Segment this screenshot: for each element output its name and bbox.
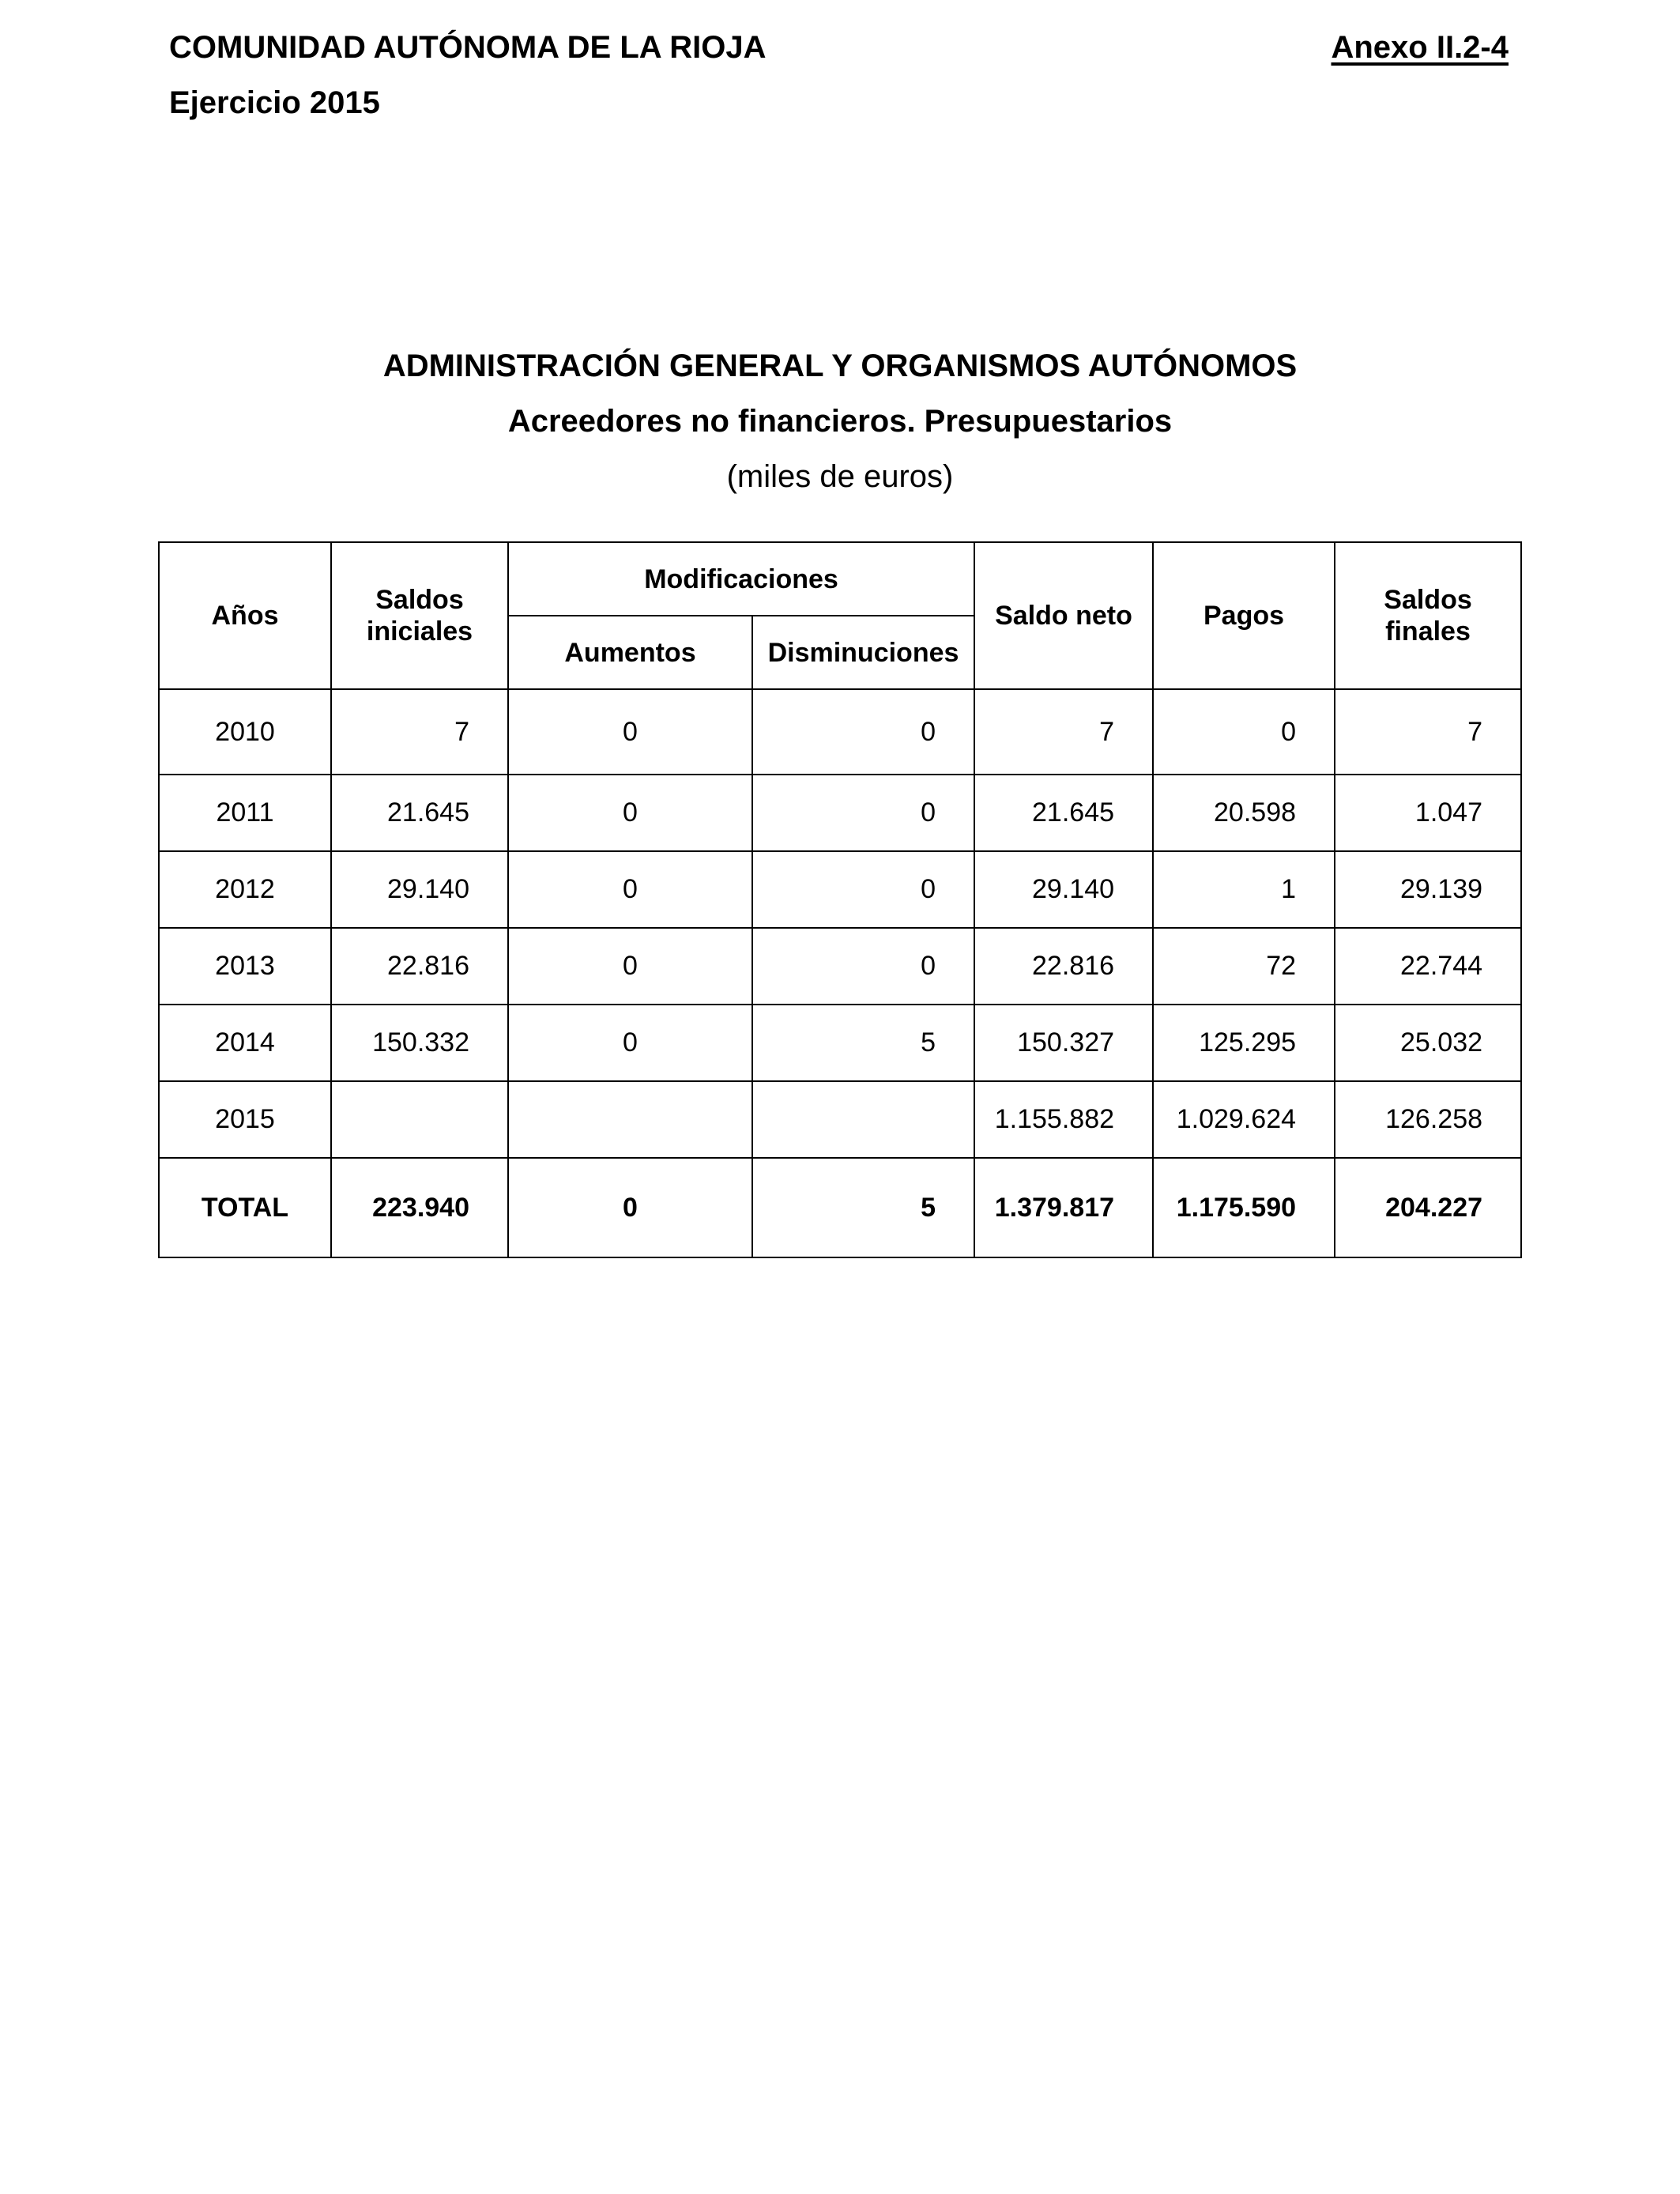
cell-decreases: 0	[752, 775, 974, 851]
cell-net: 22.816	[974, 928, 1153, 1005]
col-header-increases: Aumentos	[508, 616, 752, 689]
cell-decreases: 0	[752, 689, 974, 775]
cell-total-final: 204.227	[1335, 1158, 1521, 1257]
cell-total-initial: 223.940	[331, 1158, 508, 1257]
cell-final: 25.032	[1335, 1005, 1521, 1081]
col-header-final-line1: Saldos	[1384, 585, 1472, 615]
cell-net: 21.645	[974, 775, 1153, 851]
cell-total-label: TOTAL	[159, 1158, 331, 1257]
cell-increases: 0	[508, 1005, 752, 1081]
col-header-final-line2: finales	[1385, 616, 1471, 647]
cell-net: 1.155.882	[974, 1081, 1153, 1158]
cell-year: 2014	[159, 1005, 331, 1081]
col-header-decreases: Disminuciones	[752, 616, 974, 689]
cell-decreases	[752, 1081, 974, 1158]
table-row	[159, 775, 1521, 851]
col-header-initial-line2: iniciales	[366, 616, 473, 647]
header-row-top	[159, 542, 1521, 616]
cell-year: 2010	[159, 689, 331, 775]
cell-increases: 0	[508, 928, 752, 1005]
cell-initial: 7	[331, 689, 508, 775]
cell-net: 7	[974, 689, 1153, 775]
cell-increases: 0	[508, 689, 752, 775]
cell-increases	[508, 1081, 752, 1158]
cell-increases: 0	[508, 851, 752, 928]
cell-total-net: 1.379.817	[974, 1158, 1153, 1257]
col-header-initial-balances	[331, 542, 508, 689]
cell-initial: 21.645	[331, 775, 508, 851]
cell-decreases: 0	[752, 928, 974, 1005]
col-header-modifications: Modificaciones	[508, 542, 974, 616]
col-header-net-balance: Saldo neto	[974, 542, 1153, 689]
fiscal-year: Ejercicio 2015	[169, 85, 380, 120]
cell-total-increases: 0	[508, 1158, 752, 1257]
subtitle: Acreedores no financieros. Presupuestarios	[507, 404, 1173, 439]
col-header-payments: Pagos	[1153, 542, 1335, 689]
entity-name: COMUNIDAD AUTÓNOMA DE LA RIOJA	[169, 30, 767, 65]
cell-payments: 1.029.624	[1153, 1081, 1335, 1158]
cell-decreases: 0	[752, 851, 974, 928]
col-header-years: Años	[159, 542, 331, 689]
cell-initial	[331, 1081, 508, 1158]
cell-payments: 20.598	[1153, 775, 1335, 851]
cell-payments: 0	[1153, 689, 1335, 775]
table-row	[159, 1081, 1521, 1158]
cell-initial: 29.140	[331, 851, 508, 928]
cell-increases: 0	[508, 775, 752, 851]
main-title: ADMINISTRACIÓN GENERAL Y ORGANISMOS AUTÓNOMOS	[382, 349, 1298, 383]
cell-final: 29.139	[1335, 851, 1521, 928]
table-row	[159, 689, 1521, 775]
col-header-initial-line1: Saldos	[375, 585, 464, 615]
cell-final: 7	[1335, 689, 1521, 775]
total-row	[159, 1158, 1521, 1257]
cell-payments: 72	[1153, 928, 1335, 1005]
cell-initial: 22.816	[331, 928, 508, 1005]
document-titles	[0, 338, 1680, 504]
units-note: (miles de euros)	[726, 459, 954, 494]
table-row	[159, 928, 1521, 1005]
cell-year: 2013	[159, 928, 331, 1005]
table-row	[159, 851, 1521, 928]
cell-net: 150.327	[974, 1005, 1153, 1081]
cell-total-decreases: 5	[752, 1158, 974, 1257]
cell-final: 126.258	[1335, 1081, 1521, 1158]
cell-net: 29.140	[974, 851, 1153, 928]
cell-total-payments: 1.175.590	[1153, 1158, 1335, 1257]
creditors-table	[158, 541, 1522, 1258]
table-row	[159, 1005, 1521, 1081]
cell-decreases: 5	[752, 1005, 974, 1081]
cell-year: 2015	[159, 1081, 331, 1158]
cell-payments: 125.295	[1153, 1005, 1335, 1081]
cell-initial: 150.332	[331, 1005, 508, 1081]
cell-year: 2011	[159, 775, 331, 851]
cell-final: 1.047	[1335, 775, 1521, 851]
cell-year: 2012	[159, 851, 331, 928]
cell-payments: 1	[1153, 851, 1335, 928]
annex-reference: Anexo II.2-4	[1331, 30, 1509, 65]
cell-final: 22.744	[1335, 928, 1521, 1005]
col-header-final-balances	[1335, 542, 1521, 689]
